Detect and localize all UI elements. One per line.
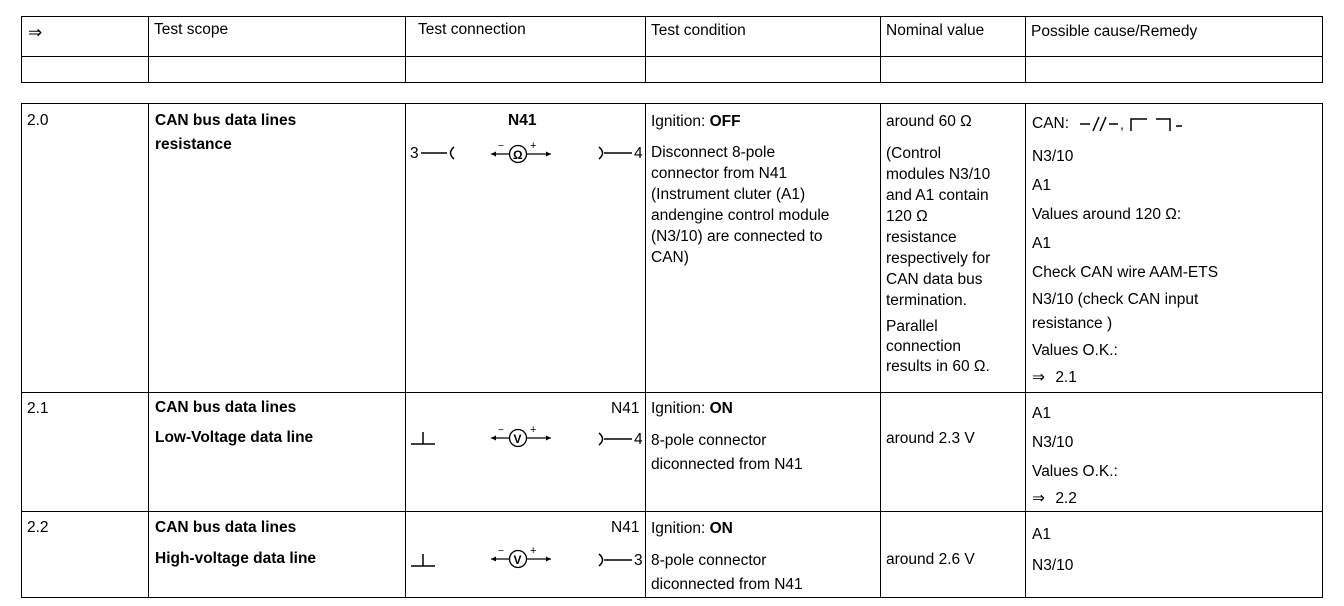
test-condition-ignition bbox=[651, 113, 741, 131]
svg-text:,: , bbox=[1120, 116, 1124, 132]
can-fault-symbol-icon bbox=[1078, 114, 1198, 134]
condition-line: connector from N41 bbox=[651, 165, 788, 182]
header-test-condition: Test condition bbox=[651, 22, 746, 39]
note-line: respectively for bbox=[886, 250, 991, 267]
connection-right-pin: 4 bbox=[634, 145, 643, 162]
note-line: connection bbox=[886, 338, 961, 355]
header-arrow: ⇒ bbox=[28, 23, 43, 42]
nominal-value: around 2.3 V bbox=[886, 430, 975, 447]
col-divider bbox=[880, 103, 881, 598]
cause-line: N3/10 bbox=[1032, 434, 1074, 451]
connection-label: N41 bbox=[611, 400, 640, 417]
row-divider bbox=[21, 511, 1323, 512]
voltmeter-icon bbox=[487, 424, 557, 452]
test-scope-title: CAN bus data lines bbox=[155, 112, 297, 129]
arrow-right-icon: ⇒ bbox=[1032, 369, 1045, 386]
cause-line: A1 bbox=[1032, 526, 1051, 543]
test-scope-subtitle: High-voltage data line bbox=[155, 550, 317, 567]
meter-symbol: V bbox=[513, 432, 522, 446]
nominal-value: around 2.6 V bbox=[886, 551, 975, 568]
header-col-divider bbox=[405, 16, 406, 83]
header-col-divider bbox=[645, 16, 646, 83]
next-step-number: 2.2 bbox=[1055, 490, 1077, 507]
connector-left-icon bbox=[421, 144, 457, 162]
cause-line: Values O.K.: bbox=[1032, 342, 1118, 359]
cause-line: Values O.K.: bbox=[1032, 463, 1118, 480]
next-step-number: 2.1 bbox=[1055, 369, 1077, 386]
header-col-divider bbox=[148, 16, 149, 83]
next-step-link[interactable] bbox=[1032, 490, 1077, 508]
svg-text:−: − bbox=[498, 425, 504, 436]
cause-line: A1 bbox=[1032, 405, 1051, 422]
header-test-connection: Test connection bbox=[418, 21, 526, 38]
ignition-state: OFF bbox=[709, 113, 741, 130]
cause-can-label: CAN: bbox=[1032, 115, 1070, 132]
cause-line: N3/10 bbox=[1032, 557, 1074, 574]
condition-line: CAN) bbox=[651, 249, 689, 266]
note-line: and A1 contain bbox=[886, 187, 989, 204]
ignition-label: Ignition: bbox=[651, 113, 710, 130]
header-test-scope: Test scope bbox=[154, 21, 229, 38]
voltmeter-icon bbox=[487, 545, 557, 573]
cause-line: resistance ) bbox=[1032, 315, 1113, 332]
note-line: resistance bbox=[886, 229, 957, 246]
header-possible-cause: Possible cause/Remedy bbox=[1031, 23, 1198, 40]
ground-icon bbox=[410, 430, 436, 446]
header-col-divider bbox=[880, 16, 881, 83]
connection-left-pin: 3 bbox=[410, 145, 419, 162]
arrow-right-icon: ⇒ bbox=[1032, 490, 1045, 507]
note-line: (Control bbox=[886, 145, 942, 162]
note-line: results in 60 Ω. bbox=[886, 358, 990, 375]
col-divider bbox=[148, 103, 149, 598]
test-scope-subtitle: resistance bbox=[155, 136, 232, 153]
note-line: 120 Ω bbox=[886, 208, 928, 225]
connection-label: N41 bbox=[611, 519, 640, 536]
test-scope-title: CAN bus data lines bbox=[155, 399, 297, 416]
ignition-state: ON bbox=[709, 400, 733, 417]
condition-line: 8-pole connector bbox=[651, 432, 767, 449]
svg-text:+: + bbox=[530, 424, 537, 436]
note-line: CAN data bus bbox=[886, 271, 983, 288]
possible-cause-text bbox=[1032, 399, 1118, 486]
step-number: 2.1 bbox=[27, 400, 49, 417]
condition-line: andengine control module bbox=[651, 207, 830, 224]
step-number: 2.2 bbox=[27, 519, 49, 536]
next-step-link[interactable] bbox=[1032, 369, 1077, 387]
ground-icon bbox=[410, 552, 436, 568]
header-col-divider bbox=[1025, 16, 1026, 83]
cause-line: N3/10 bbox=[1032, 148, 1074, 165]
possible-cause-text-2 bbox=[1032, 288, 1198, 363]
nominal-value: around 60 Ω bbox=[886, 113, 972, 130]
condition-line: diconnected from N41 bbox=[651, 456, 803, 473]
test-scope-subtitle: Low-Voltage data line bbox=[155, 429, 314, 446]
condition-line: 8-pole connector bbox=[651, 552, 767, 569]
connection-right-pin: 3 bbox=[634, 552, 643, 569]
connector-right-icon bbox=[596, 144, 634, 162]
note-line: modules N3/10 bbox=[886, 166, 991, 183]
meter-symbol: V bbox=[513, 553, 522, 567]
condition-line: diconnected from N41 bbox=[651, 576, 803, 593]
condition-line: Disconnect 8-pole bbox=[651, 144, 776, 161]
svg-text:−: − bbox=[498, 141, 504, 152]
connection-label: N41 bbox=[508, 112, 537, 129]
connector-right-icon bbox=[596, 430, 634, 448]
test-condition-text bbox=[651, 429, 803, 477]
svg-text:+: + bbox=[530, 545, 537, 557]
cause-line: Check CAN wire AAM-ETS bbox=[1032, 264, 1219, 281]
possible-cause-text bbox=[1032, 142, 1218, 287]
test-condition-ignition bbox=[651, 400, 733, 418]
cause-line: A1 bbox=[1032, 235, 1051, 252]
condition-line: (Instrument cluter (A1) bbox=[651, 186, 806, 203]
possible-cause-text bbox=[1032, 519, 1073, 581]
step-number: 2.0 bbox=[27, 112, 49, 129]
ohmmeter-icon bbox=[487, 140, 557, 168]
cause-line: N3/10 (check CAN input bbox=[1032, 291, 1199, 308]
meter-symbol: Ω bbox=[513, 148, 523, 162]
col-divider bbox=[405, 103, 406, 598]
note-line: Parallel bbox=[886, 318, 938, 335]
test-condition-ignition bbox=[651, 520, 733, 538]
test-scope-title: CAN bus data lines bbox=[155, 519, 297, 536]
header-nominal-value: Nominal value bbox=[886, 22, 985, 39]
ignition-label: Ignition: bbox=[651, 520, 710, 537]
col-divider bbox=[645, 103, 646, 598]
condition-line: (N3/10) are connected to bbox=[651, 228, 823, 245]
ignition-label: Ignition: bbox=[651, 400, 710, 417]
nominal-value-note bbox=[886, 143, 990, 311]
row-divider bbox=[21, 392, 1323, 393]
connector-right-icon bbox=[596, 551, 634, 569]
ignition-state: ON bbox=[709, 520, 733, 537]
test-condition-text bbox=[651, 142, 829, 268]
cause-line: A1 bbox=[1032, 177, 1051, 194]
svg-text:+: + bbox=[530, 140, 537, 152]
test-condition-text bbox=[651, 549, 803, 597]
connection-right-pin: 4 bbox=[634, 431, 643, 448]
note-line: termination. bbox=[886, 292, 967, 309]
header-row-divider bbox=[21, 56, 1323, 57]
svg-text:−: − bbox=[498, 546, 504, 557]
col-divider bbox=[1025, 103, 1026, 598]
cause-line: Values around 120 Ω: bbox=[1032, 206, 1182, 223]
nominal-value-note-2 bbox=[886, 317, 990, 377]
